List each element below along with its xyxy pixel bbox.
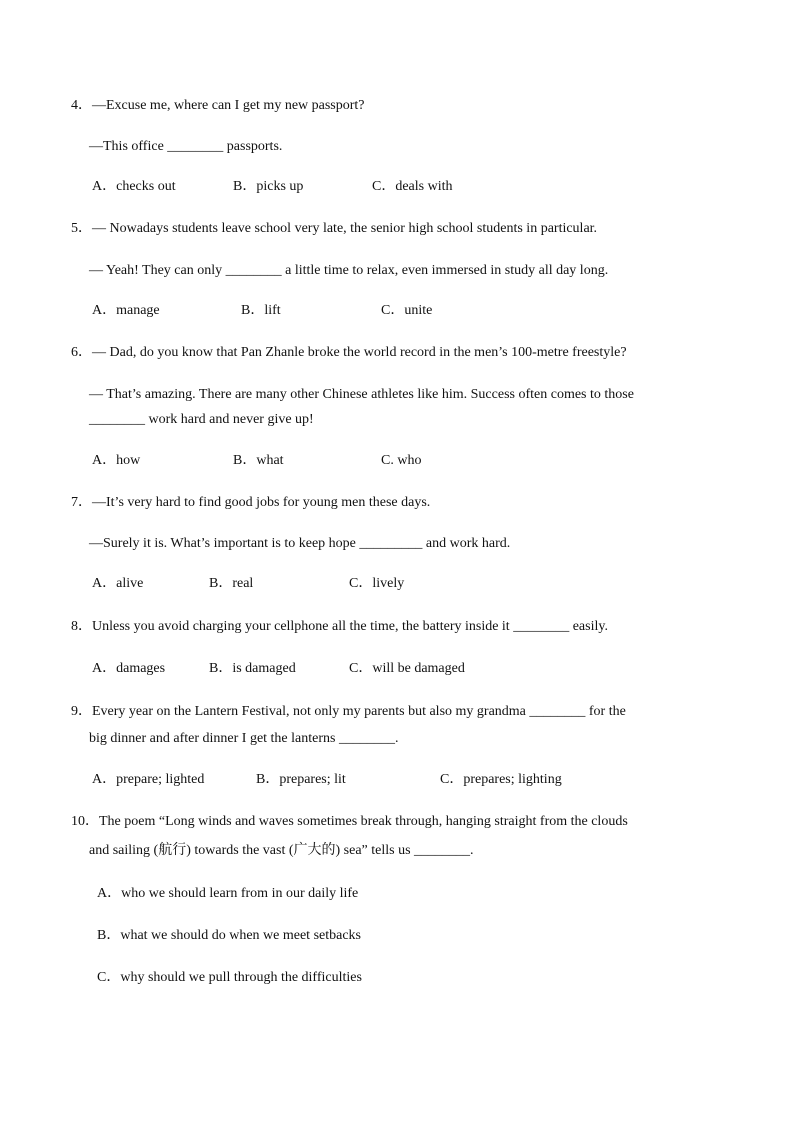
question-10-option-c[interactable]: C．why should we pull through the difficulties <box>97 970 362 985</box>
question-4-option-c[interactable]: C．deals with <box>372 179 453 194</box>
question-6-response-line-1: — That’s amazing. There are many other Chinese athletes like him. Success often comes to those <box>89 387 634 402</box>
question-4-response: —This office ________ passports. <box>89 139 283 154</box>
question-4-option-a[interactable]: A．checks out <box>92 179 176 194</box>
question-9-stem-line-1: 9．Every year on the Lantern Festival, not only my parents but also my grandma ________ for the <box>71 704 626 719</box>
question-8-option-c[interactable]: C．will be damaged <box>349 661 465 676</box>
question-10-stem-line-1: 10．The poem “Long winds and waves sometimes break through, hanging straight from the clouds <box>71 814 628 829</box>
question-6-response-line-2: ________ work hard and never give up! <box>89 412 314 427</box>
question-5-option-a[interactable]: A．manage <box>92 303 160 318</box>
question-4-stem: 4．—Excuse me, where can I get my new passport? <box>71 98 365 113</box>
question-8-option-b[interactable]: B．is damaged <box>209 661 296 676</box>
question-6-stem: 6．— Dad, do you know that Pan Zhanle broke the world record in the men’s 100-metre freestyle? <box>71 345 627 360</box>
question-8-option-a[interactable]: A．damages <box>92 661 166 676</box>
question-6-option-c[interactable]: C. who <box>381 453 422 468</box>
question-5-option-c[interactable]: C．unite <box>381 303 433 318</box>
question-5-option-b[interactable]: B．lift <box>241 303 281 318</box>
question-6-option-a[interactable]: A．how <box>92 453 141 468</box>
question-7-stem: 7．—It’s very hard to find good jobs for young men these days. <box>71 495 431 510</box>
question-9-option-a[interactable]: A．prepare; lighted <box>92 772 205 787</box>
question-9-option-b[interactable]: B．prepares; lit <box>256 772 346 787</box>
question-10-stem-line-2: and sailing (航行) towards the vast (广大的) sea” tells us ________. <box>89 843 474 858</box>
question-4-option-b[interactable]: B．picks up <box>233 179 304 194</box>
question-9-option-c[interactable]: C．prepares; lighting <box>440 772 562 787</box>
question-7-option-b[interactable]: B．real <box>209 576 254 591</box>
question-7-option-c[interactable]: C．lively <box>349 576 405 591</box>
question-7-option-a[interactable]: A．alive <box>92 576 144 591</box>
question-6-option-b[interactable]: B．what <box>233 453 284 468</box>
question-10-option-a[interactable]: A．who we should learn from in our daily life <box>97 886 359 901</box>
question-8-stem: 8．Unless you avoid charging your cellphone all the time, the battery inside it ________ easily. <box>71 619 608 634</box>
question-5-response: — Yeah! They can only ________ a little time to relax, even immersed in study all day long. <box>89 263 609 278</box>
question-9-stem-line-2: big dinner and after dinner I get the lanterns ________. <box>89 731 399 746</box>
question-5-stem: 5．— Nowadays students leave school very late, the senior high school students in particular. <box>71 221 598 236</box>
question-10-option-b[interactable]: B．what we should do when we meet setbacks <box>97 928 361 943</box>
question-7-response: —Surely it is. What’s important is to keep hope _________ and work hard. <box>89 536 511 551</box>
